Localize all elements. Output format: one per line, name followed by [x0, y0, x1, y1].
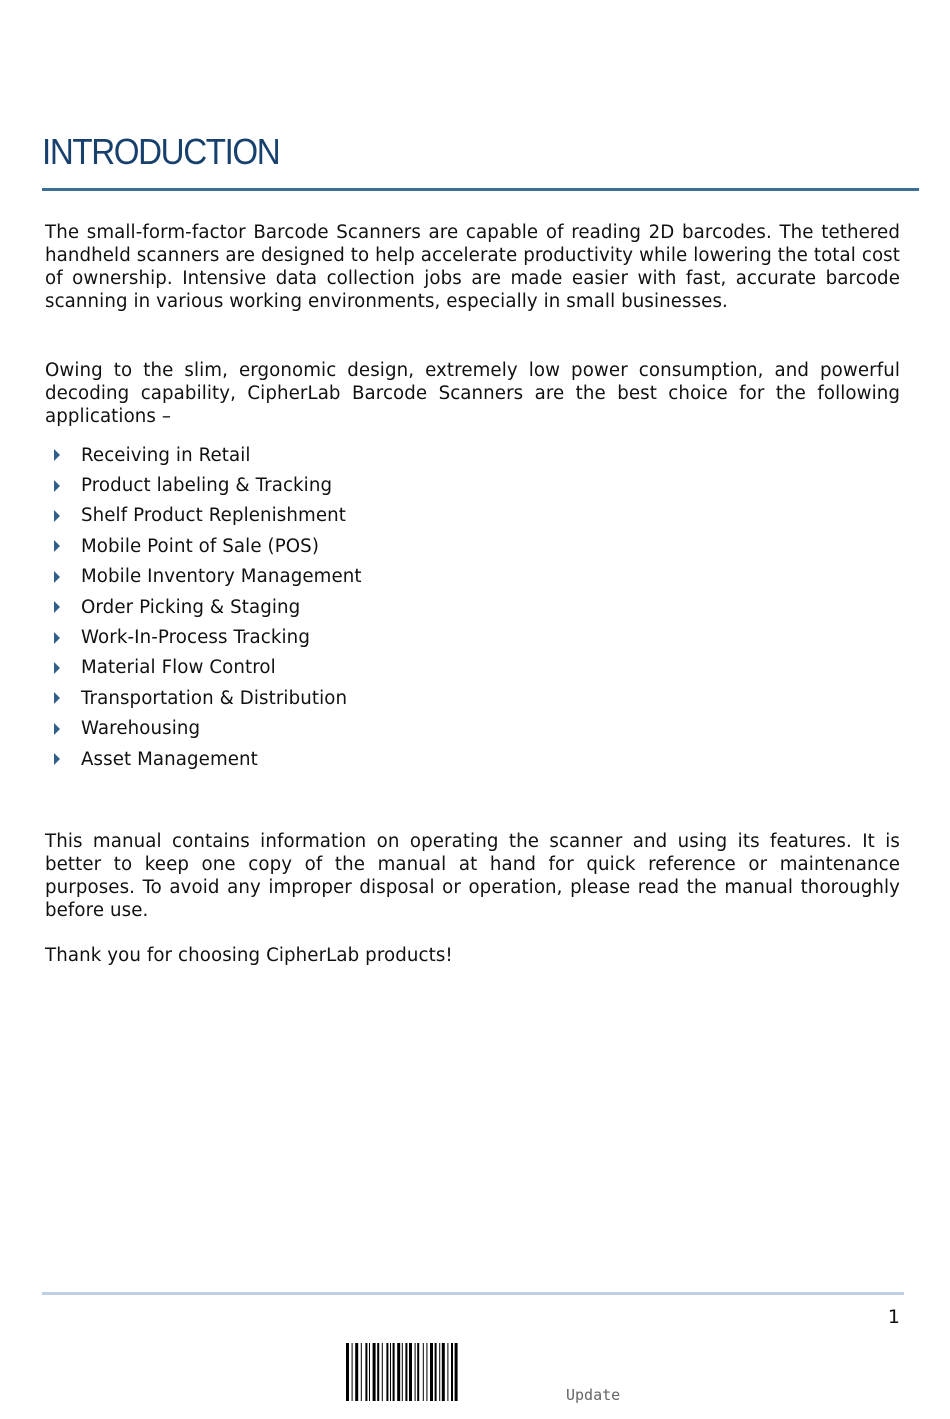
list-item-label: Product labeling & Tracking [81, 475, 333, 497]
list-item-label: Mobile Inventory Management [81, 566, 362, 588]
manual-paragraph: This manual contains information on operating the scanner and using its features. It is better to keep one copy of the manual at hand for quick reference or maintenance purposes. To avoid any improper disposal or operation, please read the manual thoroughly before use. [45, 831, 900, 921]
triangle-right-icon [54, 662, 60, 674]
list-item [52, 683, 362, 713]
list-item-label: Transportation & Distribution [81, 687, 348, 709]
list-item-label: Shelf Product Replenishment [81, 505, 346, 527]
triangle-right-icon [54, 692, 60, 704]
intro-paragraph: The small-form-factor Barcode Scanners are capable of reading 2D barcodes. The tethered handheld scanners are designed to help accelerate productivity while lowering the total cost of ownership. Intensive data collection jobs are made easier with fast, accurate barcode scanning in various working environments, especially in small businesses. [45, 222, 900, 312]
list-item [52, 622, 362, 652]
applications-list [52, 440, 362, 774]
triangle-right-icon [54, 510, 60, 522]
list-item [52, 653, 362, 683]
list-item [52, 440, 362, 470]
list-item-label: Warehousing [81, 718, 201, 740]
list-item-label: Receiving in Retail [81, 444, 251, 466]
triangle-right-icon [54, 632, 60, 644]
list-item-label: Asset Management [81, 748, 258, 770]
list-item-label: Material Flow Control [81, 657, 276, 679]
triangle-right-icon [54, 449, 60, 461]
thanks-paragraph: Thank you for choosing CipherLab products! [45, 945, 453, 966]
barcode-image [346, 1343, 540, 1401]
triangle-right-icon [54, 480, 60, 492]
list-item [52, 714, 362, 744]
triangle-right-icon [54, 723, 60, 735]
list-item [52, 592, 362, 622]
title-divider [42, 188, 919, 191]
list-item-label: Order Picking & Staging [81, 596, 301, 618]
applications-intro-paragraph: Owing to the slim, ergonomic design, extremely low power consumption, and powerful decoding capability, CipherLab Barcode Scanners are the best choice for the following applications – [45, 360, 900, 427]
list-item-label: Work-In-Process Tracking [81, 627, 310, 649]
list-item [52, 470, 362, 500]
list-item [52, 501, 362, 531]
triangle-right-icon [54, 601, 60, 613]
list-item [52, 744, 362, 774]
triangle-right-icon [54, 753, 60, 765]
triangle-right-icon [54, 540, 60, 552]
update-label: Update [566, 1386, 621, 1404]
list-item [52, 562, 362, 592]
page-number: 1 [887, 1306, 900, 1328]
triangle-right-icon [54, 571, 60, 583]
footer-divider [42, 1292, 904, 1295]
list-item [52, 531, 362, 561]
page-title: INTRODUCTION [42, 131, 280, 172]
list-item-label: Mobile Point of Sale (POS) [81, 535, 320, 557]
